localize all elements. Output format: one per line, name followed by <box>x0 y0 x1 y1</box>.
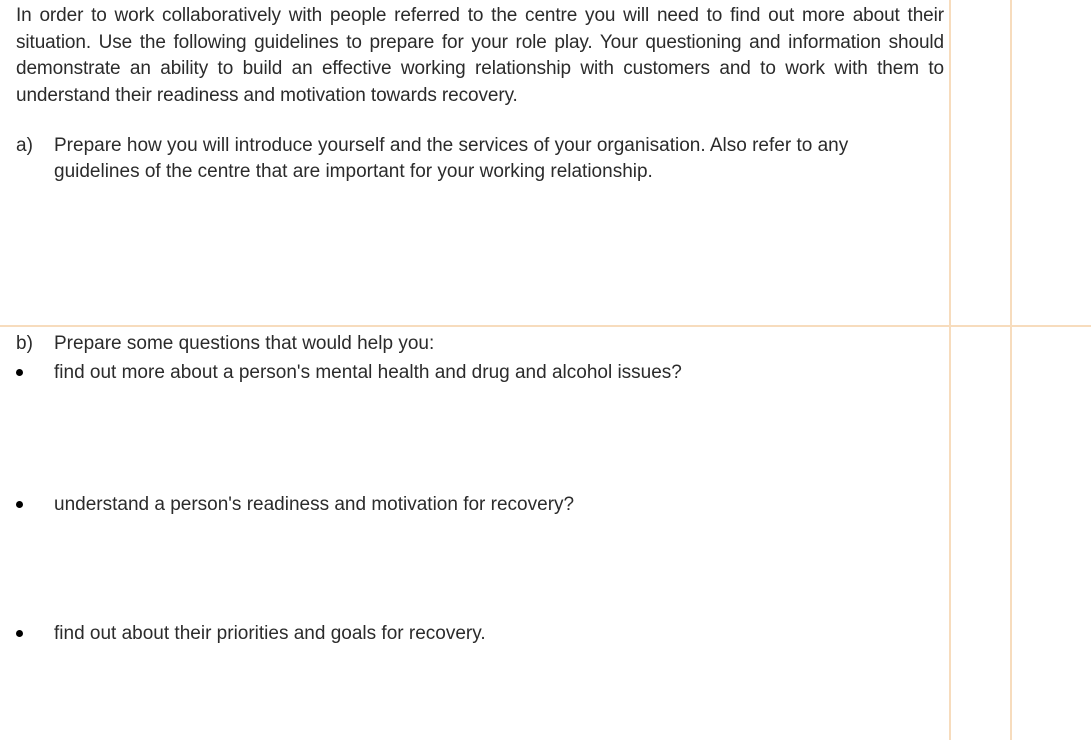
intro-paragraph: In order to work collaboratively with people referred to the centre you will need to find out more about their situation. Use the following guidelines to prepare for your role play. Your questioning and information should demonstrate an ability to build an effective working relationship with customers and to work with them to understand their readiness and motivation towards recovery. <box>16 5 944 106</box>
table-column-divider <box>949 0 951 740</box>
item-text: Prepare some questions that would help you: <box>54 333 435 354</box>
bullet-text: understand a person's readiness and motivation for recovery? <box>54 494 575 515</box>
table-column-divider <box>1010 0 1012 740</box>
bullet-icon <box>16 369 23 376</box>
bullet-text: find out more about a person's mental health and drug and alcohol issues? <box>54 362 682 383</box>
table-row-divider <box>0 325 1091 327</box>
bullet-icon <box>16 630 23 637</box>
item-marker: a) <box>16 135 33 156</box>
item-marker: b) <box>16 333 33 354</box>
bullet-icon <box>16 501 23 508</box>
bullet-text: find out about their priorities and goals for recovery. <box>54 623 486 644</box>
item-text: Prepare how you will introduce yourself and the services of your organisation. Also refer to any guidelines of the centre that are important for your working relationship. <box>54 135 849 182</box>
